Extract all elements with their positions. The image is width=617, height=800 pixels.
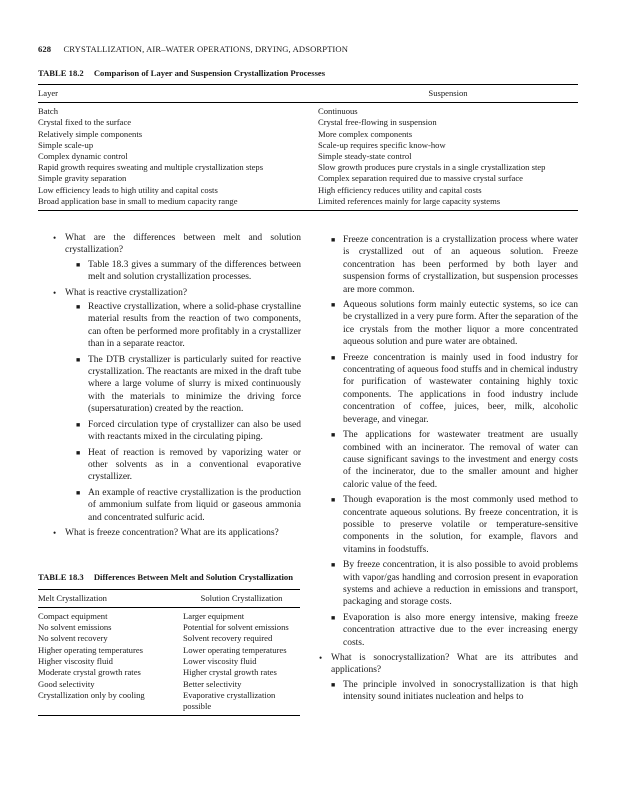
answer-text: The applications for wastewater treatment are usually combined with an incinerator. The removal of water can cause significant savings to the investment and energy costs of the incinerator, due to the smaller amount and higher caloric value of the feed. <box>343 430 578 490</box>
answer-text: By freeze concentration, it is also possible to avoid problems with vapor/gas handling and corrosion present in evaporation systems and achieve a reduction in emissions and transport, packaging and storage costs. <box>343 560 578 608</box>
answer-text: Table 18.3 gives a summary of the differences between melt and solution crystallization processes. <box>88 259 301 283</box>
answer-item <box>331 429 578 491</box>
table-row <box>38 162 578 173</box>
table-cell: Crystal free-flowing in suspension <box>318 117 437 128</box>
table-cell: Continuous <box>318 106 358 117</box>
answer-item <box>76 419 301 444</box>
answer-item <box>331 494 578 556</box>
answer-text: Though evaporation is the most commonly used method to concentrate aqueous solutions. By freeze concentration, it is possible to preserve volatile or temperature-sensitive components in the solution, for example, flavors and vitamins in foodstuffs. <box>343 495 578 555</box>
table-cell: Simple steady-state control <box>318 151 412 162</box>
answer-item <box>331 559 578 609</box>
table-row <box>38 667 300 678</box>
square-bullet-icon: ■ <box>331 301 336 310</box>
question-text: What is sonocrystallization? What are its attributes and applications? <box>331 653 578 676</box>
table-cell: Relatively simple components <box>38 128 143 139</box>
answer-item <box>76 259 301 284</box>
table-18-3 <box>38 572 300 716</box>
table-cell: Good selectivity <box>38 678 95 689</box>
table-row <box>38 103 578 118</box>
table-cell: Rapid growth requires sweating and multiple crystallization steps <box>38 162 264 173</box>
answer-item <box>331 612 578 649</box>
table-cell: Moderate crystal growth rates <box>38 667 141 678</box>
square-bullet-icon: ■ <box>331 613 336 622</box>
comparison-table <box>38 84 578 211</box>
table-cell: Evaporative crystallization <box>183 689 276 700</box>
column-header-layer: Layer <box>38 85 318 103</box>
answer-item <box>76 487 301 524</box>
answer-text: Freeze concentration is a crystallization process where water is crystallized out of an aqueous solution. Freeze concentration has been performed by both layer and suspension forms of crystallization, but suspension processes are more common. <box>343 235 578 295</box>
table-18-2 <box>38 68 578 211</box>
table-row <box>38 173 578 184</box>
table-cell: Solvent recovery required <box>183 633 273 644</box>
table-cell: Slow growth produces pure crystals in a single crystallization step <box>318 162 546 173</box>
square-bullet-icon: ■ <box>331 680 336 689</box>
table-caption <box>38 572 300 583</box>
table-title: Differences Between Melt and Solution Crystallization <box>93 572 293 582</box>
bullet-icon: • <box>53 287 57 298</box>
table-cell: Crystallization only by cooling <box>38 689 145 700</box>
table-cell: Simple gravity separation <box>38 173 127 184</box>
answer-text: Reactive crystallization, where a solid-phase crystalline material results from the reaction of two components, can often be performed more profitably in a crystallizer than in a separate reactor. <box>88 302 301 350</box>
table-cell: More complex components <box>318 128 413 139</box>
question-item <box>53 287 301 524</box>
bullet-icon: • <box>53 233 57 243</box>
table-cell: Better selectivity <box>183 678 242 689</box>
square-bullet-icon: ■ <box>76 488 81 497</box>
answer-text: An example of reactive crystallization is the production of ammonium sulfate from liquid or gaseous ammonia and concentrated sulfuric acid. <box>88 487 301 523</box>
square-bullet-icon: ■ <box>76 355 81 364</box>
square-bullet-icon: ■ <box>331 353 336 362</box>
table-row <box>38 140 578 151</box>
table-cell: possible <box>183 701 300 716</box>
square-bullet-icon: ■ <box>331 561 336 570</box>
answer-text: Evaporation is also more energy intensive, making freeze concentration attractive due to the ever increasing energy costs. <box>343 612 578 648</box>
table-label: TABLE 18.2 <box>38 68 84 78</box>
right-column <box>319 232 578 707</box>
answer-item <box>331 352 578 426</box>
table-cell: No solvent emissions <box>38 622 112 633</box>
answer-text: The principle involved in sonocrystallization is that high intensity sound initiates nucleation and helps to <box>343 679 578 703</box>
bullet-icon: • <box>53 527 57 538</box>
table-cell: Compact equipment <box>38 610 108 621</box>
table-cell: Simple scale-up <box>38 139 94 150</box>
answer-text: Freeze concentration is mainly used in food industry for concentrating of aqueous food stuffs and in chemical industry for purification of wastewater containing highly toxic components. The applications in food industry include concentration of coffee, juices, beer, milk, alcoholic beverage, and vinegar. <box>343 352 578 425</box>
table-row <box>38 679 300 690</box>
question-text: What is reactive crystallization? <box>65 287 188 298</box>
square-bullet-icon: ■ <box>76 303 81 312</box>
table-cell: Crystal fixed to the surface <box>38 117 132 128</box>
answer-text: Forced circulation type of crystallizer can also be used with reactants mixed in the circulating piping. <box>88 419 301 443</box>
table-row <box>38 656 300 667</box>
table-cell: Scale-up requires specific know-how <box>318 139 446 150</box>
table-cell: Broad application base in small to medium capacity range <box>38 196 318 211</box>
question-item <box>53 527 301 539</box>
bullet-icon: • <box>319 653 323 663</box>
answer-item <box>331 679 578 704</box>
page-number: 628 <box>38 44 52 54</box>
question-text: What is freeze concentration? What are its applications? <box>65 527 279 538</box>
table-caption <box>38 68 578 78</box>
running-title: CRYSTALLIZATION, AIR–WATER OPERATIONS, DRYING, ADSORPTION <box>63 44 349 54</box>
table-cell: Lower operating temperatures <box>183 644 287 655</box>
differences-table <box>38 589 300 717</box>
table-cell: High efficiency reduces utility and capital costs <box>318 184 482 195</box>
answer-item <box>76 301 301 351</box>
square-bullet-icon: ■ <box>76 260 81 269</box>
table-cell: Lower viscosity fluid <box>183 655 257 666</box>
answer-text: The DTB crystallizer is particularly suited for reactive crystallization. The reactants are mixed in the draft tube where a large volume of slurry is mixed continuously with the materials to minimize the driving force (supersaturation) created by the reaction. <box>88 354 301 415</box>
table-row <box>38 645 300 656</box>
answer-item <box>331 299 578 349</box>
answer-item <box>331 234 578 296</box>
square-bullet-icon: ■ <box>331 431 336 440</box>
answer-text: Heat of reaction is removed by vaporizing water or other solvents as in a conventional evaporative crystallizer. <box>88 447 301 483</box>
square-bullet-icon: ■ <box>331 236 336 244</box>
table-cell: Larger equipment <box>183 610 245 621</box>
column-header-solution: Solution Crystallization <box>183 589 300 607</box>
table-label: TABLE 18.3 <box>38 572 84 582</box>
table-row <box>38 622 300 633</box>
table-cell: Complex separation required due to massive crystal surface <box>318 173 523 184</box>
answer-item <box>76 447 301 484</box>
table-row <box>38 151 578 162</box>
column-header-suspension: Suspension <box>318 85 578 103</box>
square-bullet-icon: ■ <box>331 496 336 505</box>
table-row <box>38 607 300 622</box>
table-cell: Limited references mainly for large capacity systems <box>318 196 578 211</box>
table-cell: No solvent recovery <box>38 633 108 644</box>
table-row <box>38 196 578 211</box>
answer-item <box>76 354 301 416</box>
table-row <box>38 701 300 716</box>
table-cell: Low efficiency leads to high utility and capital costs <box>38 184 218 195</box>
table-cell: Batch <box>38 106 59 117</box>
question-text: What are the differences between melt and solution crystallization? <box>65 233 301 256</box>
table-cell: Complex dynamic control <box>38 151 128 162</box>
running-header <box>38 44 348 54</box>
table-cell: Higher crystal growth rates <box>183 667 277 678</box>
table-cell: Higher operating temperatures <box>38 644 143 655</box>
column-header-melt: Melt Crystallization <box>38 589 183 607</box>
square-bullet-icon: ■ <box>76 448 81 457</box>
table-cell: Potential for solvent emissions <box>183 622 289 633</box>
table-row <box>38 690 300 701</box>
left-column <box>53 232 301 540</box>
table-row <box>38 185 578 196</box>
answer-text: Aqueous solutions form mainly eutectic systems, so ice can be crystallized in a very pure form. After the separation of the ice crystals from the mother liquor a more concentrated aqueous solution and pure water are obtained. <box>343 300 578 348</box>
question-item <box>319 652 578 704</box>
square-bullet-icon: ■ <box>76 420 81 429</box>
table-title: Comparison of Layer and Suspension Crystallization Processes <box>93 68 326 78</box>
table-row <box>38 117 578 128</box>
table-row <box>38 129 578 140</box>
table-cell: Higher viscosity fluid <box>38 655 113 666</box>
table-cell <box>38 701 183 716</box>
question-item <box>53 232 301 284</box>
table-row <box>38 633 300 644</box>
